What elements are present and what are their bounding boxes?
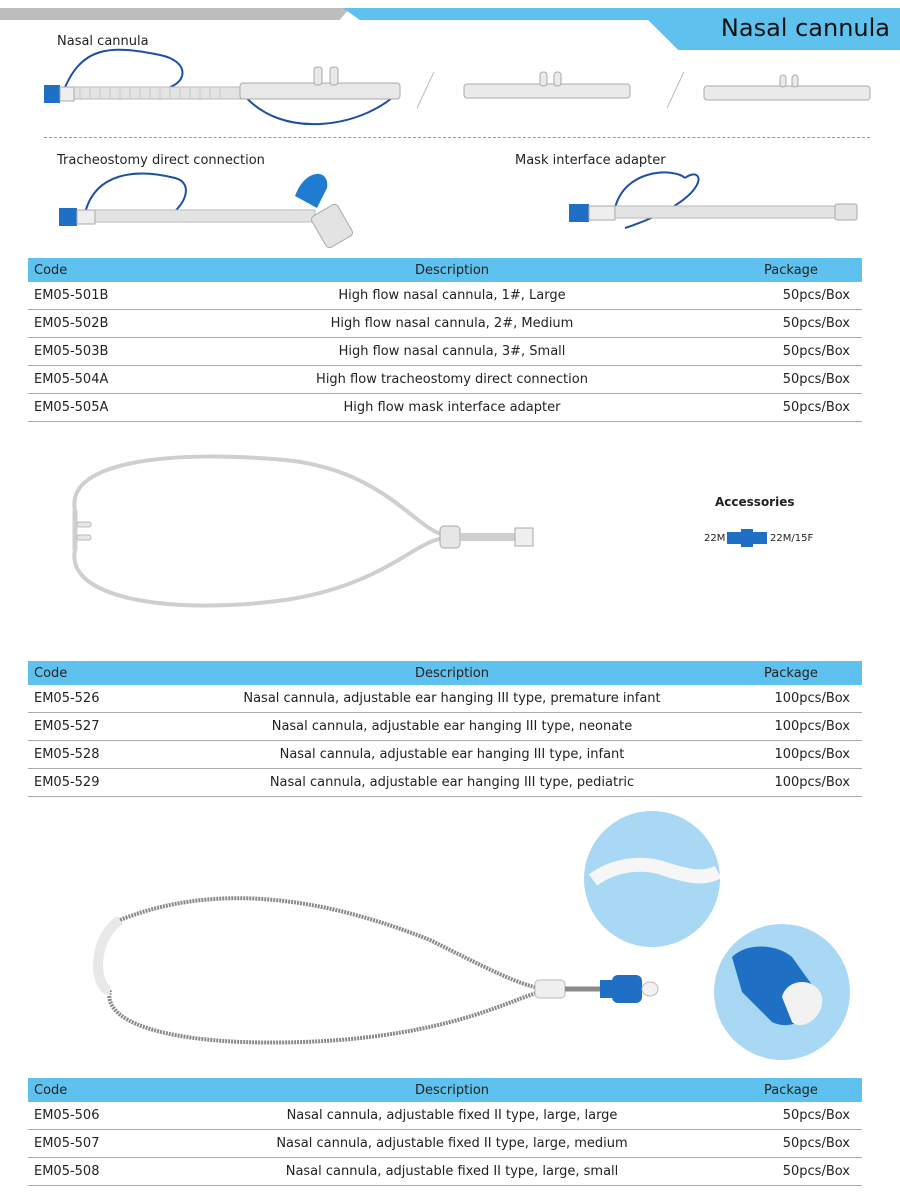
cell-package: 50pcs/Box — [720, 310, 862, 338]
cell-package: 100pcs/Box — [720, 769, 862, 797]
cell-package: 50pcs/Box — [720, 338, 862, 366]
cell-code: EM05-504A — [28, 366, 184, 394]
cell-description: Nasal cannula, adjustable fixed II type, large, medium — [184, 1130, 720, 1158]
cell-code: EM05-502B — [28, 310, 184, 338]
cell-package: 100pcs/Box — [720, 713, 862, 741]
cell-code: EM05-528 — [28, 741, 184, 769]
cell-description: Nasal cannula, adjustable ear hanging III type, premature infant — [184, 685, 720, 713]
table-row — [28, 769, 862, 797]
product-table-ear-hanging — [28, 661, 862, 797]
table-header-row — [28, 258, 862, 282]
cell-code: EM05-505A — [28, 394, 184, 422]
cell-code: EM05-507 — [28, 1130, 184, 1158]
table-row — [28, 366, 862, 394]
cell-description: Nasal cannula, adjustable fixed II type, large, small — [184, 1158, 720, 1186]
header-bar-gray — [0, 8, 350, 20]
cell-package: 50pcs/Box — [720, 1130, 862, 1158]
header-code: Code — [28, 258, 184, 282]
connector-detail-circle-icon — [707, 922, 857, 1062]
header-description: Description — [184, 258, 720, 282]
table-row — [28, 685, 862, 713]
cell-code: EM05-527 — [28, 713, 184, 741]
product-table-fixed-type — [28, 1078, 862, 1186]
header-description: Description — [184, 1078, 720, 1102]
fixed-cannula-device-icon — [80, 880, 670, 1060]
cell-description: Nasal cannula, adjustable fixed II type, large, large — [184, 1102, 720, 1130]
caption-nasal-cannula: Nasal cannula — [57, 34, 149, 49]
divider-slash — [667, 72, 685, 109]
header-code: Code — [28, 1078, 184, 1102]
cell-description: High flow mask interface adapter — [184, 394, 720, 422]
table-header-row — [28, 1078, 862, 1102]
table-row — [28, 394, 862, 422]
header-code: Code — [28, 661, 184, 685]
table-row — [28, 713, 862, 741]
table-row — [28, 1158, 862, 1186]
cell-description: Nasal cannula, adjustable ear hanging III type, neonate — [184, 713, 720, 741]
cell-package: 50pcs/Box — [720, 1158, 862, 1186]
nasal-cannula-device-icon — [40, 45, 420, 135]
product-table-high-flow — [28, 258, 862, 422]
cell-code: EM05-506 — [28, 1102, 184, 1130]
cell-package: 50pcs/Box — [720, 1102, 862, 1130]
table-row — [28, 310, 862, 338]
cell-description: High flow nasal cannula, 2#, Medium — [184, 310, 720, 338]
accessory-right-label: 22M/15F — [770, 533, 814, 544]
cell-package: 50pcs/Box — [720, 394, 862, 422]
cell-code: EM05-501B — [28, 282, 184, 310]
mask-adapter-device-icon — [565, 168, 865, 233]
cell-code: EM05-503B — [28, 338, 184, 366]
cell-description: Nasal cannula, adjustable ear hanging III type, pediatric — [184, 769, 720, 797]
cell-package: 100pcs/Box — [720, 685, 862, 713]
cell-package: 100pcs/Box — [720, 741, 862, 769]
accessory-left-label: 22M — [704, 533, 726, 544]
accessory-connector-icon — [726, 527, 768, 549]
cell-description: High flow tracheostomy direct connection — [184, 366, 720, 394]
tracheostomy-connector-device-icon — [55, 168, 365, 258]
cell-code: EM05-526 — [28, 685, 184, 713]
cell-description: High flow nasal cannula, 3#, Small — [184, 338, 720, 366]
table-row — [28, 338, 862, 366]
nasal-cannula-small-icon — [702, 72, 872, 107]
cell-package: 50pcs/Box — [720, 282, 862, 310]
header-description: Description — [184, 661, 720, 685]
cell-description: High flow nasal cannula, 1#, Large — [184, 282, 720, 310]
table-header-row — [28, 661, 862, 685]
header-package: Package — [720, 661, 862, 685]
accessories-title: Accessories — [715, 495, 795, 509]
ear-hanging-cannula-device-icon — [55, 440, 555, 620]
header-package: Package — [720, 1078, 862, 1102]
cell-code: EM05-529 — [28, 769, 184, 797]
caption-tracheostomy: Tracheostomy direct connection — [57, 153, 265, 168]
cell-code: EM05-508 — [28, 1158, 184, 1186]
table-row — [28, 1130, 862, 1158]
section-divider — [44, 137, 870, 138]
table-row — [28, 282, 862, 310]
cell-description: Nasal cannula, adjustable ear hanging III type, infant — [184, 741, 720, 769]
nose-detail-circle-icon — [583, 810, 721, 948]
header-package: Package — [720, 258, 862, 282]
caption-mask-adapter: Mask interface adapter — [515, 153, 666, 168]
table-row — [28, 741, 862, 769]
nasal-cannula-medium-icon — [462, 70, 632, 105]
page-title: Nasal cannula — [720, 14, 890, 42]
table-row — [28, 1102, 862, 1130]
cell-package: 50pcs/Box — [720, 366, 862, 394]
